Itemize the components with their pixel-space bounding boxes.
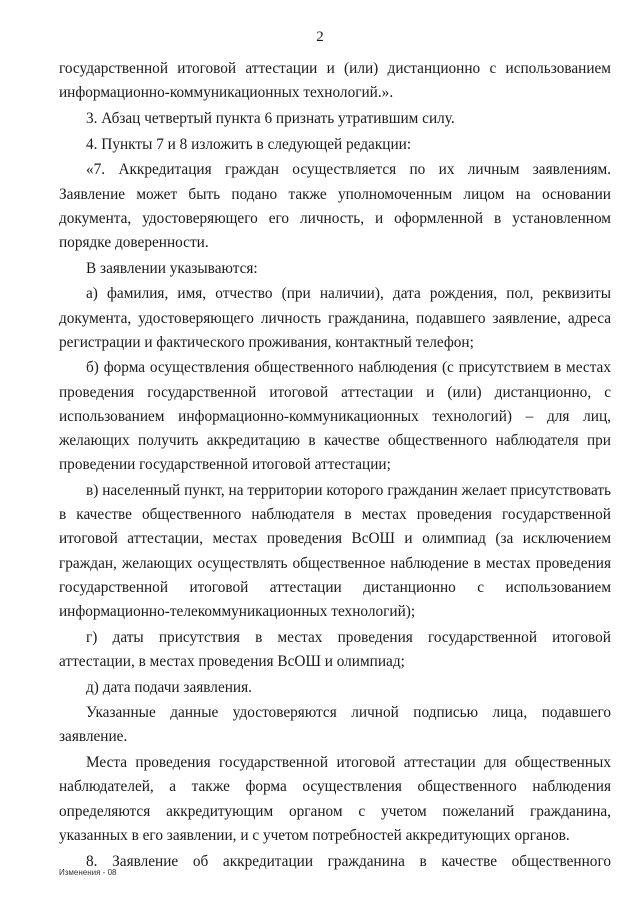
paragraph: 3. Абзац четвертый пункта 6 признать утратившим силу. [86,109,455,127]
paragraph: Указанные данные удостоверяются личной подписью лица, подавшего заявление. [59,704,611,746]
paragraph: г) даты присутствия в местах проведения государственной итоговой аттестации, в местах проведения ВсОШ и олимпиад; [59,628,611,670]
document-body [59,57,611,875]
paragraph: в) населенный пункт, на территории которого гражданин желает присутствовать в качестве общественного наблюдателя в местах проведения государственной итоговой аттестации, местах проведения ВсОШ и олимпиад (за исключением граждан, желающих осуществлять общественное наблюдение в местах проведения государственной итоговой аттестации дистанционно с использованием информационно-телекоммуникационных технологий); [59,481,611,620]
paragraph: «7. Аккредитация граждан осуществляется по их личным заявлениям. Заявление может быть подано также уполномоченным лицом на основании документа, удостоверяющего его личность, и оформленной в установленном порядке доверенности. [59,161,611,251]
paragraph: 8. Заявление об аккредитации гражданина в качестве общественного [86,852,611,870]
page-number: 2 [316,29,324,45]
paragraph: 4. Пункты 7 и 8 изложить в следующей редакции: [86,135,412,153]
footer-note: Изменения - 08 [59,868,117,877]
paragraph: б) форма осуществления общественного наблюдения (с присутствием в местах проведения государственной итоговой аттестации и (или) дистанционно, с использованием информационно-коммуникационных технологий) – для лиц, желающих получить аккредитацию в качестве общественного наблюдателя при проведении государственной итоговой аттестации; [59,359,611,474]
paragraph: а) фамилия, имя, отчество (при наличии), дата рождения, пол, реквизиты документа, удостоверяющего личность гражданина, подавшего заявление, адреса регистрации и фактического проживания, контактный телефон; [59,285,611,351]
paragraph: д) дата подачи заявления. [86,678,252,696]
paragraph: государственной итоговой аттестации и (или) дистанционно с использованием информационно-коммуникационных технологий.». [59,60,611,102]
paragraph: Места проведения государственной итоговой аттестации для общественных наблюдателей, а также форма осуществления общественного наблюдения определяются аккредитующим органом с учетом пожеланий гражданина, указанных в его заявлении, и с учетом потребностей аккредитующих органов. [59,754,611,844]
paragraph: В заявлении указываются: [86,259,258,277]
